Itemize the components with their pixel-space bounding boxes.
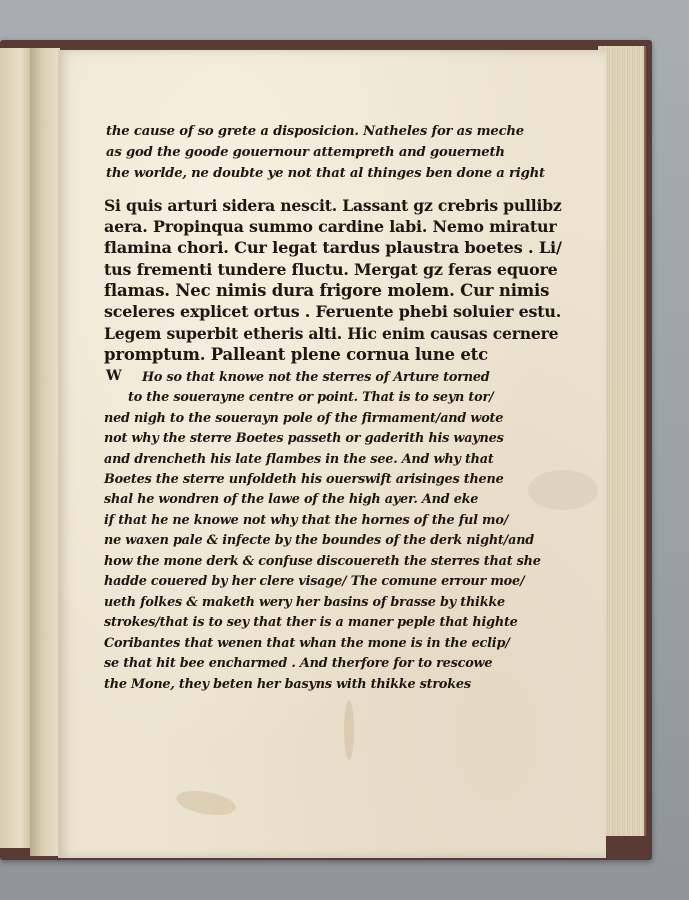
show-through-mark (528, 470, 598, 510)
prose-line: if that he ne knowe not why that the hornes of the ful mo/ (104, 513, 509, 528)
latin-verse-line: sceleres explicet ortus . Feruente phebi soluier estu. (104, 302, 562, 321)
prose-line: how the mone derk & confuse discouereth the sterres that she (104, 554, 541, 569)
left-page-edge (0, 48, 31, 848)
prose-line: ne waxen pale & infecte by the boundes of the derk night/and (104, 533, 535, 548)
book-gutter (30, 48, 60, 856)
prose-line: se that hit bee encharmed . And therfore for to rescowe (104, 656, 493, 671)
prose-line: and drencheth his late flambes in the see. And why that (104, 452, 494, 467)
prose-line: Ho so that knowe not the sterres of Arture torned (142, 370, 490, 385)
prose-line: shal he wondren of the lawe of the high ayer. And eke (104, 492, 479, 507)
prose-line: hadde couered by her clere visage/ The comune errour moe/ (104, 574, 525, 589)
top-passage-line: the worlde, ne doubte ye not that al thinges ben done a right (106, 166, 545, 181)
latin-verse-line: flamas. Nec nimis dura frigore molem. Cur nimis (104, 281, 550, 300)
top-passage-line: as god the goode gouernour attempreth and gouerneth (106, 145, 505, 160)
latin-verse-line: tus frementi tundere fluctu. Mergat gz feras equore (104, 260, 558, 279)
prose-line: strokes/that is to sey that ther is a maner peple that highte (104, 615, 518, 630)
guide-letter-initial: W (106, 368, 122, 384)
book-page (58, 50, 606, 858)
prose-line: ned nigh to the souerayn pole of the firmament/and wote (104, 411, 504, 426)
water-stain (344, 700, 354, 760)
prose-line: Coribantes that wenen that whan the mone is in the eclip/ (104, 636, 510, 651)
prose-line: ueth folkes & maketh wery her basins of brasse by thikke (104, 595, 505, 610)
water-stain (175, 787, 238, 819)
prose-line: the Mone, they beten her basyns with thikke strokes (104, 677, 471, 692)
latin-verse-line: flamina chori. Cur legat tardus plaustra boetes . Li/ (104, 238, 562, 257)
prose-line: to the souerayne centre or point. That is to seyn tor/ (128, 390, 494, 405)
prose-line: not why the sterre Boetes passeth or gaderith his waynes (104, 431, 504, 446)
latin-verse-line: Si quis arturi sidera nescit. Lassant gz crebris pullibz (104, 196, 562, 215)
prose-line: Boetes the sterre unfoldeth his ouerswift arisinges thene (104, 472, 504, 487)
top-passage-line: the cause of so grete a disposicion. Natheles for as meche (106, 124, 524, 139)
latin-verse-line: aera. Propinqua summo cardine labi. Nemo miratur (104, 217, 557, 236)
latin-verse-line: Legem superbit etheris alti. Hic enim causas cernere (104, 324, 559, 343)
latin-verse-line: promptum. Palleant plene cornua lune etc (104, 345, 488, 364)
